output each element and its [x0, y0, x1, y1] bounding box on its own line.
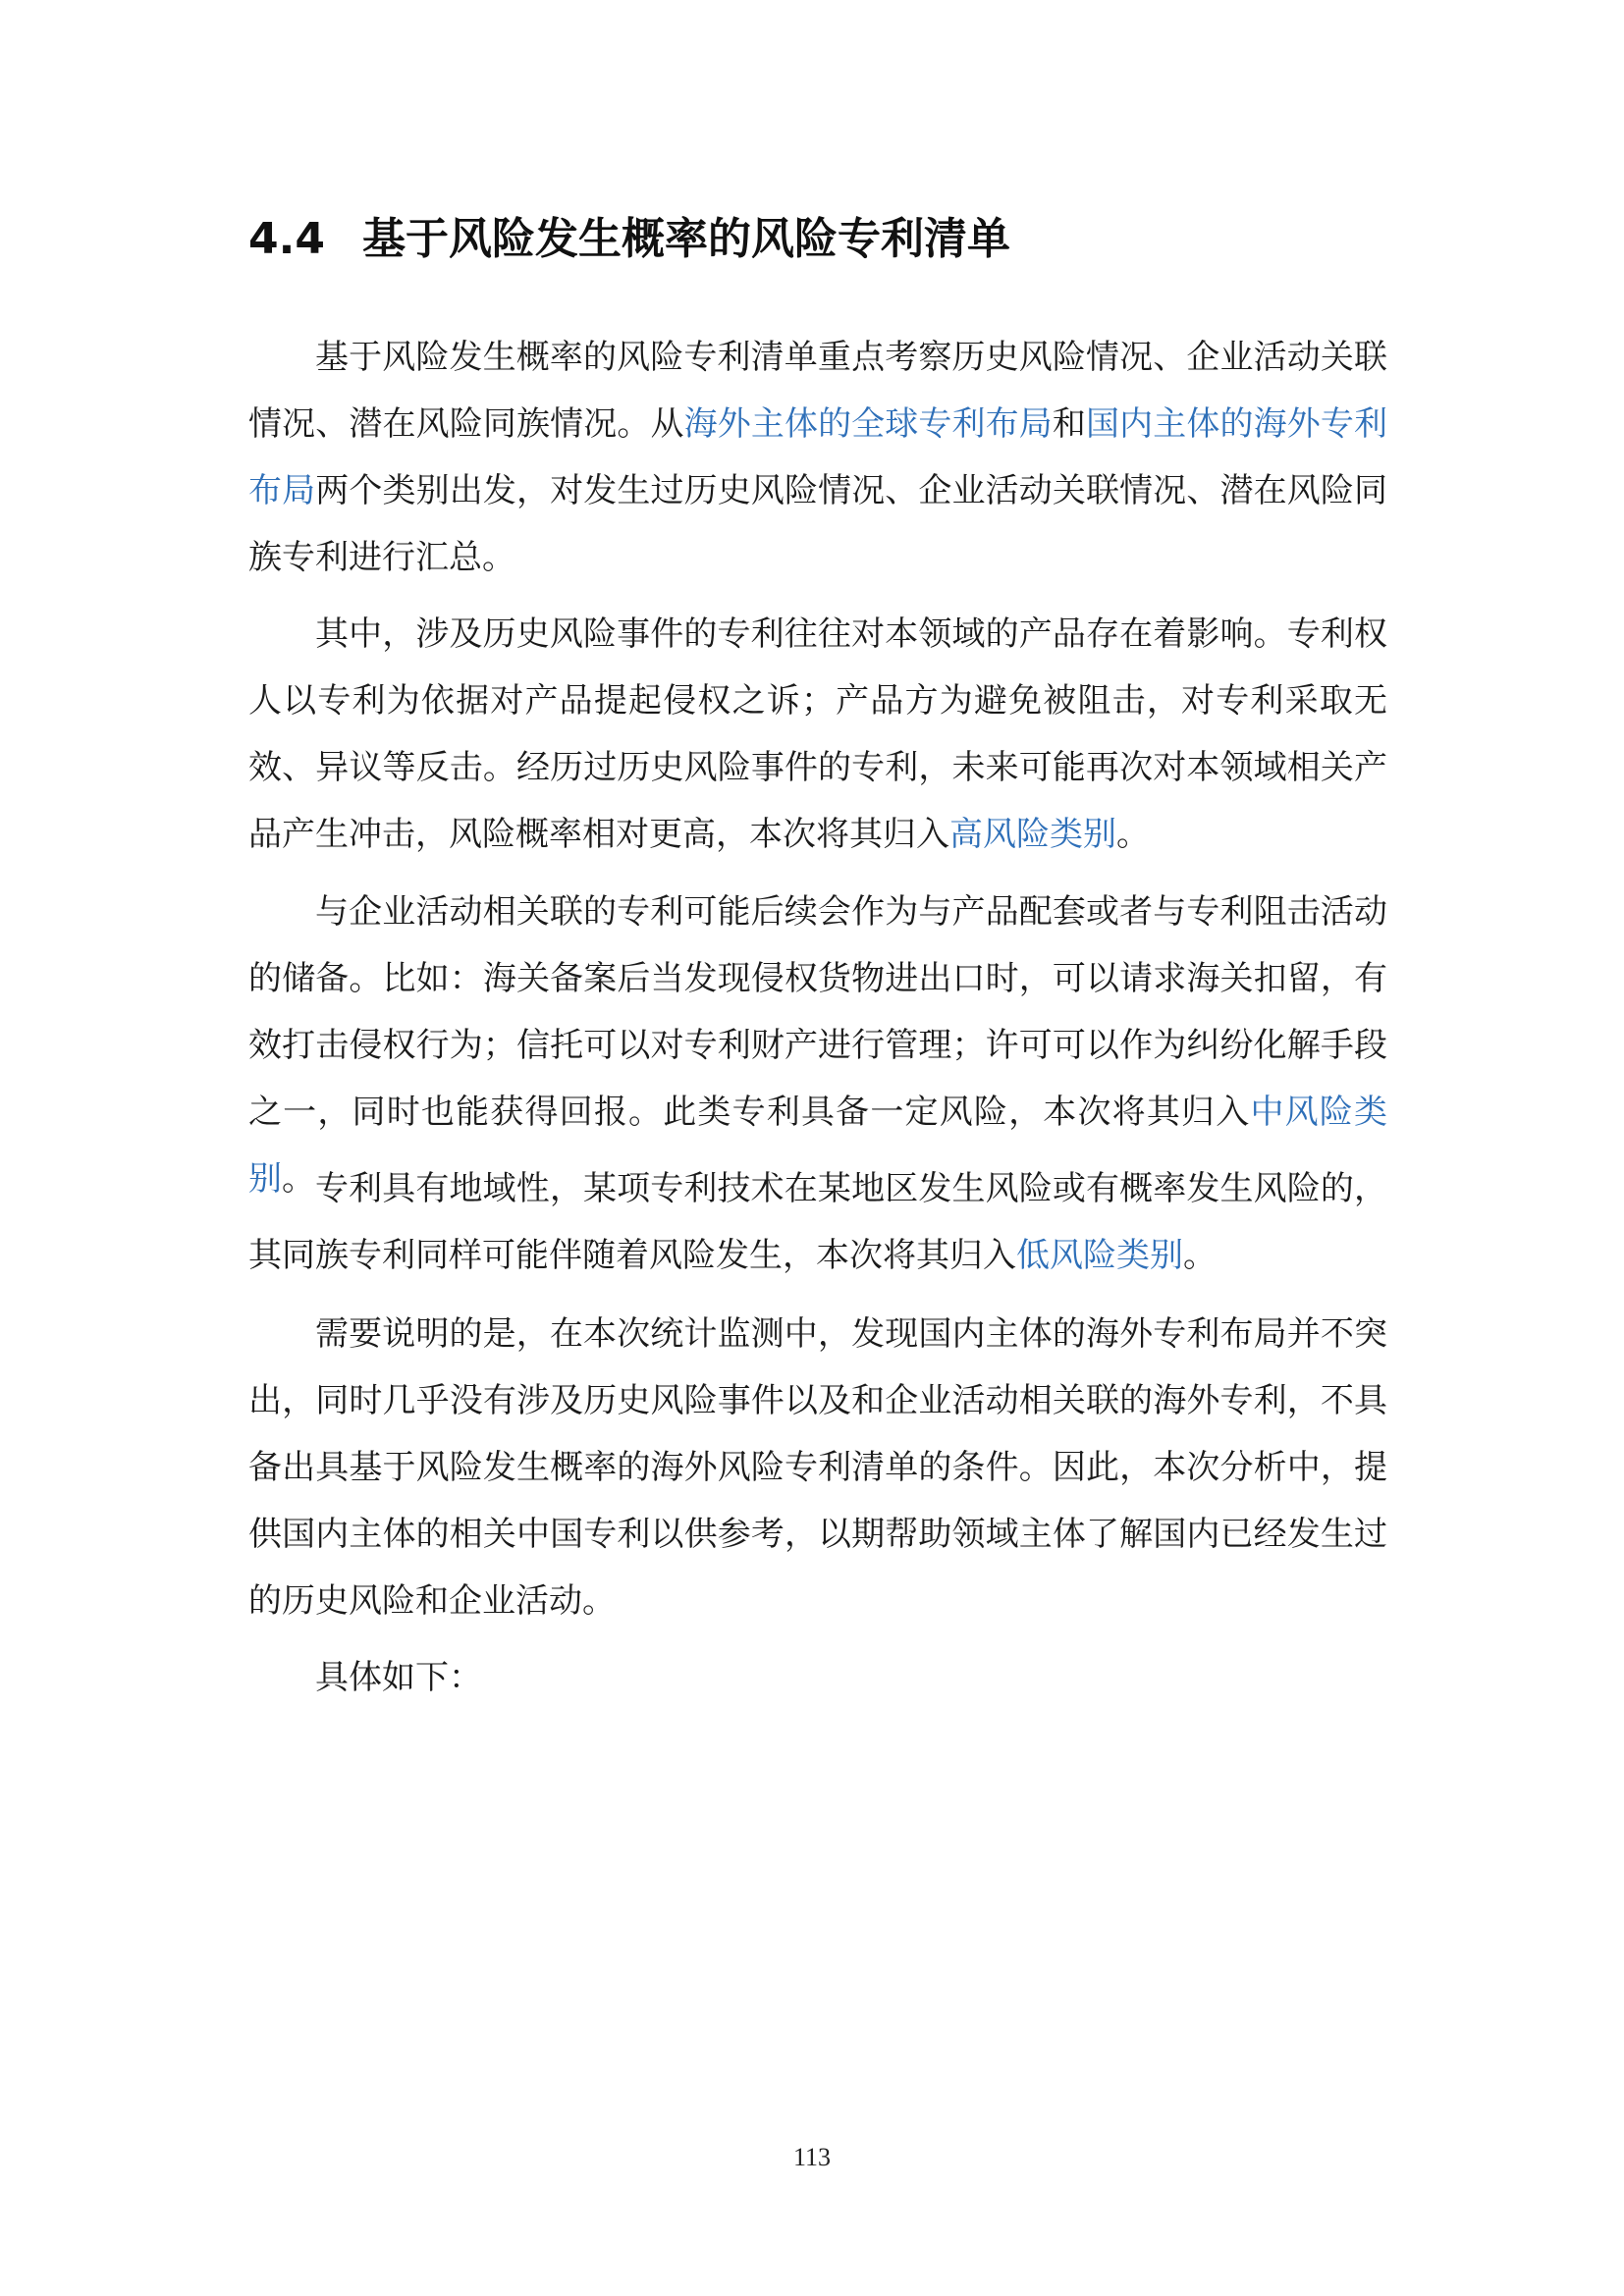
paragraph-text: 。 [282, 1159, 315, 1199]
paragraph-text: 与企业活动相关联的专利可能后续会作为与产品配套或者与专利阻击活动的储备。比如：海关备案后当发现侵权货物进出口时，可以请求海关扣留，有效打击侵权行为；信托可以对专利财产进行管理；许可可以作为纠纷化解手段之一，同时也能获得回报。此类专利具备一定风险，本次将其归入 [248, 892, 1387, 1132]
section-number: 4.4 [248, 214, 325, 264]
paragraph-text: 基于风险发生概率的风险专利清单重点考察历史风险情况、企业活动关联情况、潜在风险同族情况。从 [248, 338, 1387, 444]
paragraph-text: 具体如下： [315, 1658, 482, 1697]
highlight-medium-risk-category: 中风险类别 [248, 1093, 1387, 1199]
paragraph-intro [248, 324, 1387, 591]
paragraph-text: 需要说明的是，在本次统计监测中，发现国内主体的海外专利布局并不突出，同时几乎没有涉及历史风险事件以及和企业活动相关联的海外专利，不具备出具基于风险发生概率的海外风险专利清单的条件。因此，本次分析中，提供国内主体的相关中国专利以供参考，以期帮助领域主体了解国内已经发生过的历史风险和企业活动。 [248, 1314, 1387, 1621]
highlight-overseas-global-layout: 海外主体的全球专利布局 [683, 404, 1053, 444]
paragraph-low-risk [248, 1155, 1387, 1289]
paragraph-text: 专利具有地域性，某项专利技术在某地区发生风险或有概率发生风险的，其同族专利同样可能伴随着风险发生，本次将其归入 [248, 1169, 1387, 1275]
paragraph-details-intro [248, 1644, 1387, 1711]
highlight-low-risk-category: 低风险类别 [1016, 1236, 1183, 1275]
highlight-domestic-overseas-layout: 国内主体的海外专利布局 [248, 404, 1388, 510]
paragraph-text: 和 [1052, 404, 1087, 444]
paragraph-text: 。 [1183, 1236, 1217, 1275]
section-heading [248, 208, 1010, 271]
paragraph-text: 。 [1116, 815, 1150, 854]
section-title: 基于风险发生概率的风险专利清单 [361, 214, 1010, 264]
paragraph-text: 两个类别出发，对发生过历史风险情况、企业活动关联情况、潜在风险同族专利进行汇总。 [248, 471, 1388, 577]
page-number: 113 [792, 2143, 832, 2171]
paragraph-note [248, 1301, 1387, 1634]
highlight-high-risk-category: 高风险类别 [949, 815, 1116, 854]
paragraph-high-risk [248, 601, 1387, 868]
paragraph-text: 其中，涉及历史风险事件的专利往往对本领域的产品存在着影响。专利权人以专利为依据对产品提起侵权之诉；产品方为避免被阻击，对专利采取无效、异议等反击。经历过历史风险事件的专利，未来可能再次对本领域相关产品产生冲击，风险概率相对更高，本次将其归入 [248, 614, 1387, 854]
